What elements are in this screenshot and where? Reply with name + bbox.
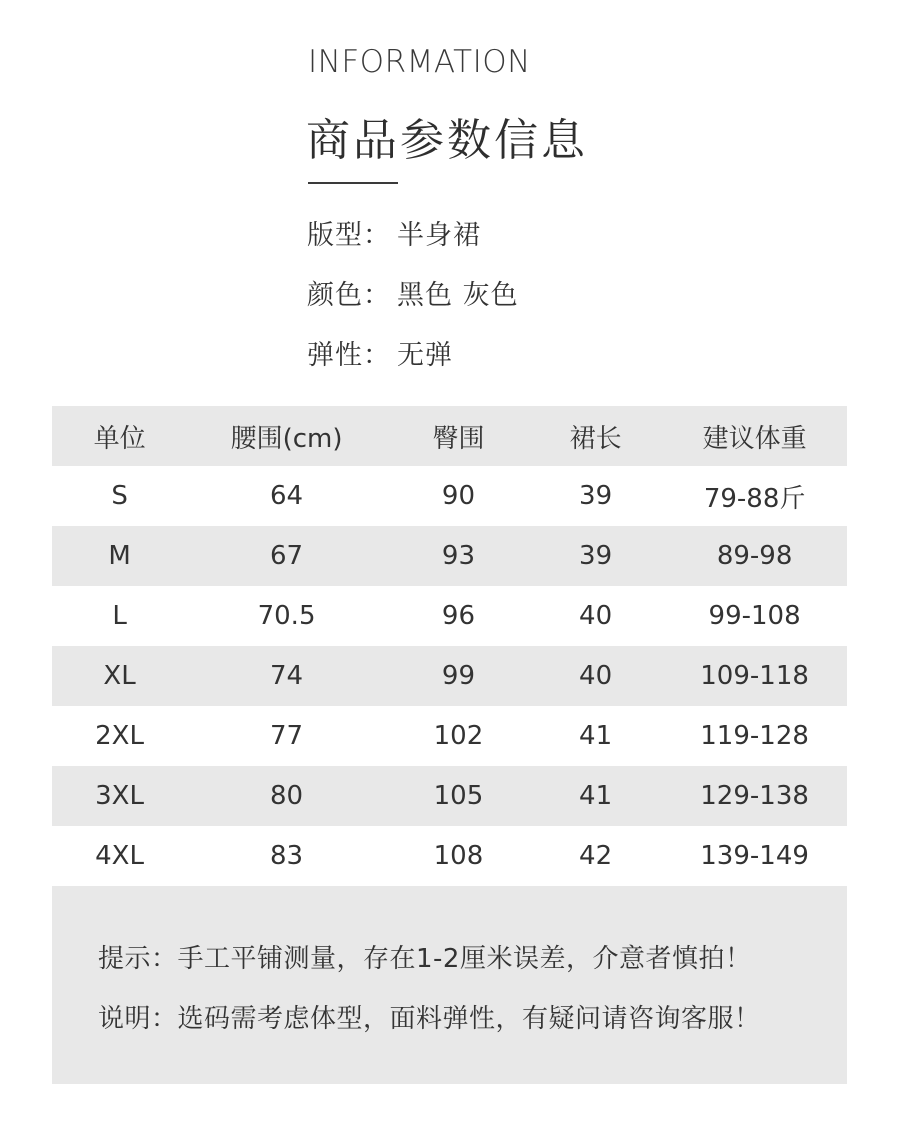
column-header-size: 单位: [93, 423, 146, 454]
table-cell: 79-88斤: [703, 483, 806, 514]
table-cell: 99-108: [708, 601, 801, 631]
table-cell: 74: [269, 661, 304, 691]
table-cell: 109-118: [700, 661, 809, 691]
attribute-style: [307, 213, 481, 252]
table-cell: 4XL: [95, 841, 144, 871]
table-cell: 93: [441, 541, 475, 571]
table-cell: S: [111, 481, 128, 511]
table-header-row: [52, 406, 847, 466]
table-cell: 80: [269, 781, 304, 811]
table-cell: 119-128: [700, 721, 809, 751]
table-cell: 70.5: [257, 601, 316, 631]
table-cell: XL: [103, 661, 136, 691]
attribute-label: 颜色：: [307, 280, 391, 311]
table-row: [52, 826, 847, 886]
table-cell: 40: [579, 661, 613, 691]
table-cell: 129-138: [700, 781, 809, 811]
notes-panel: [52, 886, 847, 1084]
table-cell: 3XL: [95, 781, 144, 811]
section-title-en: INFORMATION: [308, 44, 531, 80]
attribute-color: [307, 273, 519, 312]
table-row: [52, 586, 847, 646]
title-divider: [308, 182, 398, 184]
column-header-hip: 臀围: [432, 423, 485, 454]
table-cell: 39: [579, 541, 613, 571]
table-cell: M: [108, 541, 131, 571]
table-cell: 99: [441, 661, 475, 691]
attribute-value: 半身裙: [397, 220, 481, 251]
table-cell: 77: [269, 721, 304, 751]
attribute-elasticity: [307, 333, 453, 372]
attribute-value: 无弹: [397, 340, 453, 371]
table-cell: 139-149: [700, 841, 809, 871]
table-row: [52, 466, 847, 526]
table-row: [52, 646, 847, 706]
table-cell: 96: [441, 601, 475, 631]
attribute-label: 弹性：: [307, 340, 391, 371]
measurement-note: 提示：手工平铺测量，存在1-2厘米误差，介意者慎拍！: [98, 944, 752, 974]
table-cell: 39: [579, 481, 613, 511]
attribute-value: 黑色 灰色: [397, 280, 519, 311]
column-header-weight: 建议体重: [702, 423, 807, 454]
table-cell: 89-98: [716, 541, 793, 571]
table-cell: 102: [433, 721, 484, 751]
table-cell: 2XL: [95, 721, 144, 751]
table-cell: 42: [579, 841, 613, 871]
table-cell: 41: [579, 721, 613, 751]
table-row: [52, 706, 847, 766]
table-cell: 64: [269, 481, 304, 511]
table-cell: 90: [441, 481, 475, 511]
table-cell: 83: [269, 841, 304, 871]
table-cell: L: [112, 601, 127, 631]
size-table: [52, 406, 847, 886]
table-cell: 40: [579, 601, 613, 631]
table-row: [52, 526, 847, 586]
table-cell: 67: [269, 541, 304, 571]
table-cell: 105: [433, 781, 484, 811]
attribute-label: 版型：: [307, 220, 391, 251]
table-row: [52, 766, 847, 826]
column-header-waist: 腰围(cm): [230, 423, 343, 454]
section-title-cn: 商品参数信息: [306, 115, 588, 166]
column-header-length: 裙长: [569, 423, 622, 454]
table-cell: 41: [579, 781, 613, 811]
table-cell: 108: [433, 841, 484, 871]
sizing-note: 说明：选码需考虑体型，面料弹性，有疑问请咨询客服！: [98, 1004, 761, 1034]
